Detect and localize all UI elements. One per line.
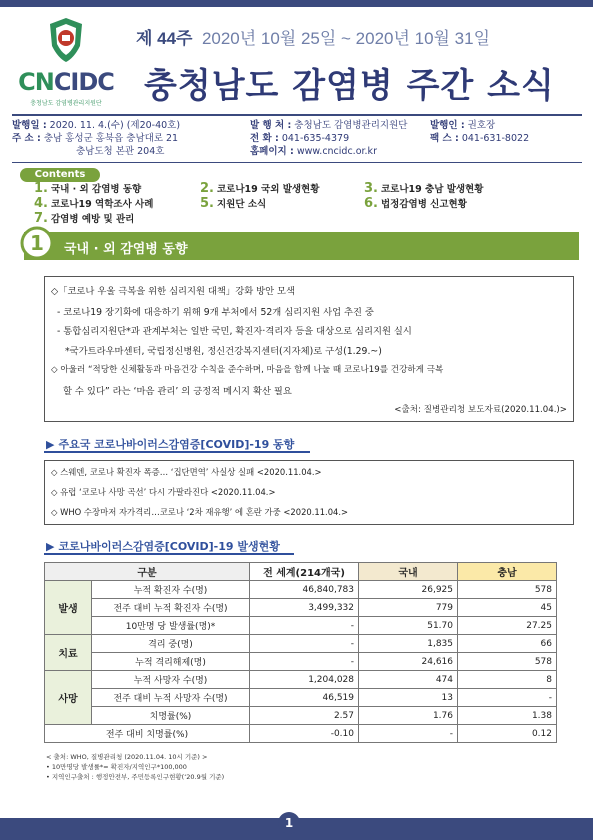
issuer-value: 권호장 bbox=[467, 120, 496, 131]
cell-world: - bbox=[250, 617, 359, 635]
web-link[interactable]: www.cncidc.or.kr bbox=[296, 146, 377, 157]
date-key: 발행일 : bbox=[12, 120, 47, 131]
sub-2-underline bbox=[44, 553, 294, 555]
toc-item-5[interactable]: 5. 지원단 소식 bbox=[200, 196, 267, 211]
cell-korea: 474 bbox=[359, 671, 458, 689]
news-item-1: ◇ 스웨덴, 코로나 확진자 폭증… ‘집단면역’ 사실상 실패 <2020.11.04.> bbox=[51, 467, 322, 477]
sub-1-heading: ▶ 주요국 코로나바이러스감염증[COVID]-19 동향 bbox=[46, 438, 295, 451]
divider-info bbox=[12, 162, 582, 163]
s1-line-5: ◇ 아울러 “적당한 신체활동과 마음건강 수칙을 준수하며, 마음을 함께 나눌 때 코로나19를 건강하게 극복 bbox=[51, 365, 444, 375]
s1-line-2: - 코로나19 장기화에 대응하기 위해 9개 부처에서 52개 심리지원 사업 추진 중 bbox=[57, 307, 374, 318]
addr-key: 주 소 : bbox=[12, 133, 41, 144]
addr-value-1: 충남 홍성군 홍북읍 충남대로 21 bbox=[43, 133, 179, 144]
row-label: 전주 대비 누적 확진자 수(명) bbox=[92, 599, 250, 617]
page-title: 충청남도 감염병 주간 소식 bbox=[144, 66, 555, 106]
publisher-value: 충청남도 감염병관리지원단 bbox=[294, 120, 408, 131]
cell-korea: 51.70 bbox=[359, 617, 458, 635]
s1-line-4: *국가트라우마센터, 국립정신병원, 정신건강복지센터(지자체)로 구성(1.29.~) bbox=[65, 346, 382, 357]
cell-world: - bbox=[250, 635, 359, 653]
news-item-2: ◇ 유럽 ‘코로나 사망 곡선’ 다시 가팔라진다 <2020.11.04.> bbox=[51, 487, 276, 497]
table-row bbox=[45, 653, 557, 671]
shield-icon bbox=[48, 16, 84, 64]
table-row bbox=[45, 725, 557, 743]
s1-line-6: 할 수 있다” 라는 ‘마음 관리’ 의 긍정적 메시지 확산 필요 bbox=[63, 386, 292, 397]
cell-chungnam: 66 bbox=[458, 635, 557, 653]
group-label: 사망 bbox=[45, 671, 92, 725]
cell-korea: 13 bbox=[359, 689, 458, 707]
toc-item-1[interactable]: 1. 국내 · 외 감염병 동향 bbox=[34, 181, 142, 196]
sub-2-heading: ▶ 코로나바이러스감염증[COVID]-19 발생현황 bbox=[46, 540, 280, 553]
col-header-chungnam: 충남 bbox=[458, 563, 557, 581]
s1-line-3: - 통합심리지원단*과 관계부처는 일반 국민, 확진자·격리자 등을 대상으로 심리지원 실시 bbox=[57, 326, 412, 337]
news-item-3: ◇ WHO 수장마저 자가격리…코로나 ‘2차 재유행’ 에 혼란 가중 <2020.11.04.> bbox=[51, 507, 349, 517]
cell-chungnam: 578 bbox=[458, 653, 557, 671]
row-label: 누적 격리해제(명) bbox=[92, 653, 250, 671]
publisher-key: 발 행 처 : bbox=[250, 120, 292, 131]
cell-world: -0.10 bbox=[250, 725, 359, 743]
note-source: < 출처: WHO, 질병관리청 (2020.11.04. 10시 기준) > bbox=[46, 753, 208, 761]
cell-korea: 24,616 bbox=[359, 653, 458, 671]
col-header-world: 전 세계(214개국) bbox=[250, 563, 359, 581]
table-row bbox=[45, 617, 557, 635]
cell-chungnam: 1.38 bbox=[458, 707, 557, 725]
issue-number: 제 44주 bbox=[136, 29, 193, 48]
triangle-icon: ▶ bbox=[46, 438, 55, 451]
contents-tag: Contents bbox=[20, 168, 100, 182]
table-row bbox=[45, 671, 557, 689]
cell-korea: - bbox=[359, 725, 458, 743]
issuer-key: 발행인 : bbox=[430, 120, 465, 131]
row-label: 10만명 당 발생률(명)* bbox=[92, 617, 250, 635]
cell-chungnam: 578 bbox=[458, 581, 557, 599]
issue-dates: 2020년 10월 25일 ~ 2020년 10월 31일 bbox=[201, 29, 491, 48]
cell-world: 1,204,028 bbox=[250, 671, 359, 689]
page-number: 1 bbox=[278, 812, 300, 834]
row-label: 치명률(%) bbox=[92, 707, 250, 725]
row-label: 누적 확진자 수(명) bbox=[92, 581, 250, 599]
col-header-korea: 국내 bbox=[359, 563, 458, 581]
sub-1-underline bbox=[44, 451, 310, 453]
group-label: 치료 bbox=[45, 635, 92, 671]
date-value: 2020. 11. 4.(수) (제20-40호) bbox=[49, 120, 181, 131]
cell-chungnam: 45 bbox=[458, 599, 557, 617]
toc-item-2[interactable]: 2. 코로나19 국외 발생현황 bbox=[200, 181, 320, 196]
triangle-icon: ▶ bbox=[46, 540, 55, 553]
toc-item-7[interactable]: 7. 감염병 예방 및 관리 bbox=[34, 211, 135, 226]
s1-line-1: ◇「코로나 우울 극복을 위한 심리지원 대책」강화 방안 모색 bbox=[51, 286, 296, 297]
top-bar bbox=[0, 0, 593, 7]
issue-line bbox=[136, 24, 490, 49]
sub-1-box bbox=[44, 460, 574, 525]
table-row bbox=[45, 635, 557, 653]
section-1-box bbox=[44, 276, 574, 422]
cell-world: 46,519 bbox=[250, 689, 359, 707]
cell-korea: 1,835 bbox=[359, 635, 458, 653]
cell-korea: 1.76 bbox=[359, 707, 458, 725]
fax-key: 팩 스 : bbox=[430, 133, 459, 144]
tel-key: 전 화 : bbox=[250, 133, 279, 144]
fax-value: 041-631-8022 bbox=[461, 133, 530, 144]
s1-source: <출처: 질병관리청 보도자료(2020.11.04.)> bbox=[394, 405, 567, 415]
cell-chungnam: 27.25 bbox=[458, 617, 557, 635]
toc-item-4[interactable]: 4. 코로나19 역학조사 사례 bbox=[34, 196, 154, 211]
row-label: 격리 중(명) bbox=[92, 635, 250, 653]
toc-item-3[interactable]: 3. 코로나19 충남 발생현황 bbox=[364, 181, 484, 196]
table-row bbox=[45, 689, 557, 707]
cell-korea: 779 bbox=[359, 599, 458, 617]
note-rate: • 10만명당 발생률*= 확진자/지역인구*100,000 bbox=[46, 763, 187, 771]
col-header-category: 구분 bbox=[45, 563, 250, 581]
cell-world: 2.57 bbox=[250, 707, 359, 725]
cncidc-logo bbox=[14, 16, 118, 112]
row-label: 누적 사망자 수(명) bbox=[92, 671, 250, 689]
covid-status-table bbox=[44, 562, 557, 743]
divider-top bbox=[12, 114, 582, 116]
section-1-title: 국내 · 외 감염병 동향 bbox=[64, 242, 188, 257]
row-label: 전주 대비 누적 사망자 수(명) bbox=[92, 689, 250, 707]
table-notes bbox=[46, 752, 224, 782]
logo-subtitle: 충청남도 감염병관리지원단 bbox=[30, 100, 102, 107]
cell-chungnam: 0.12 bbox=[458, 725, 557, 743]
cell-korea: 26,925 bbox=[359, 581, 458, 599]
cell-world: 3,499,332 bbox=[250, 599, 359, 617]
cell-chungnam: 8 bbox=[458, 671, 557, 689]
toc-item-6[interactable]: 6. 법정감염병 신고현황 bbox=[364, 196, 467, 211]
group-label: 발생 bbox=[45, 581, 92, 635]
logo-brand: CNCIDC bbox=[18, 68, 114, 96]
addr-value-2: 충남도청 본관 204호 bbox=[76, 146, 165, 157]
table-row bbox=[45, 707, 557, 725]
cell-world: - bbox=[250, 653, 359, 671]
note-population: • 지역인구출처 : 행정안전부, 주민등록인구현황(‘20.9월 기준) bbox=[46, 773, 225, 781]
row-label: 전주 대비 치명률(%) bbox=[45, 725, 250, 743]
tel-value: 041-635-4379 bbox=[281, 133, 350, 144]
table-row bbox=[45, 581, 557, 599]
section-number-badge bbox=[20, 226, 54, 262]
cell-world: 46,840,783 bbox=[250, 581, 359, 599]
web-key: 홈페이지 : bbox=[250, 146, 294, 157]
section-number: 1 bbox=[30, 231, 44, 255]
cell-chungnam: - bbox=[458, 689, 557, 707]
table-row bbox=[45, 599, 557, 617]
